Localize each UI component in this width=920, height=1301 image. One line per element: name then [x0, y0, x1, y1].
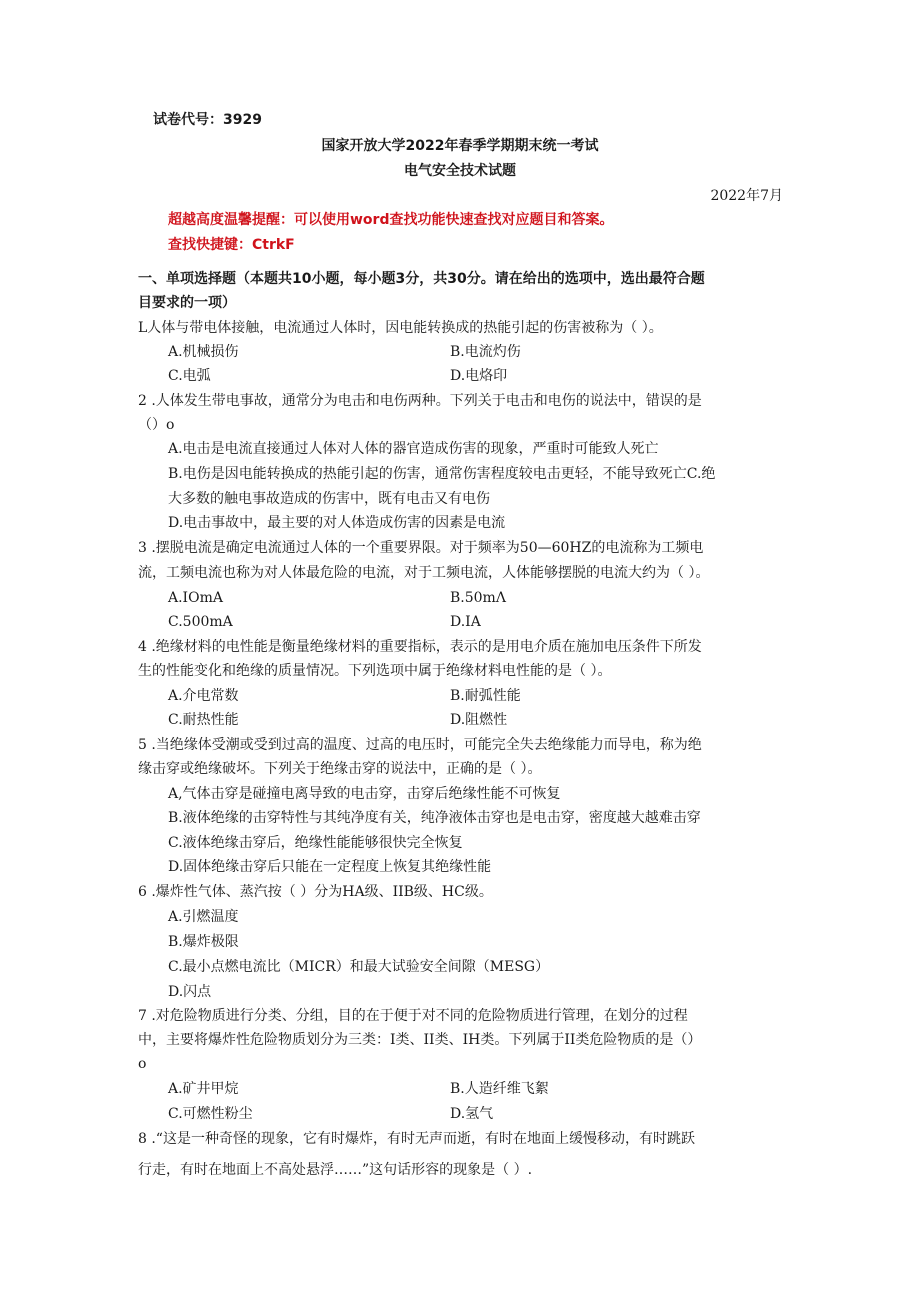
q4-option-a: A.介电常数: [168, 688, 239, 704]
q7-stem-line-2: 中，主要将爆炸性危险物质划分为三类：I类、II类、IH类。下列属于II类危险物质的是（）: [138, 1032, 702, 1048]
q7-option-d: D.氢气: [450, 1106, 494, 1122]
section-heading-line-1: 一、单项选择题（本题共10小题，每小题3分，共30分。请在给出的选项中，选出最符合题: [138, 271, 705, 287]
q4-option-b: B.耐弧性能: [450, 688, 521, 704]
q3-stem-line-2: 流，工频电流也称为对人体最危险的电流，对于工频电流，人体能够摆脱的电流大约为（ ）。: [138, 565, 710, 581]
q3-option-c: C.500mA: [168, 614, 233, 630]
q7-stem-line-1: 7 .对危险物质进行分类、分组，目的在于便于对不同的危险物质进行管理，在划分的过程: [138, 1008, 688, 1024]
q2-option-b-line-1: B.电伤是因电能转换成的热能引起的伤害，通常伤害程度较电击更轻，不能导致死亡C.绝: [168, 466, 716, 482]
section-heading-line-2: 目要求的一项）: [138, 295, 236, 311]
exam-title: 国家开放大学2022年春季学期期末统一考试: [321, 138, 599, 154]
q5-option-d: D.固体绝缘击穿后只能在一定程度上恢复其绝缘性能: [168, 859, 492, 875]
q2-option-d: D.电击事故中，最主要的对人体造成伤害的因素是电流: [168, 515, 506, 531]
q1-option-c: C.电弧: [168, 368, 211, 384]
q1-stem: L人体与带电体接触，电流通过人体时，因电能转换成的热能引起的伤害被称为（ ）。: [138, 320, 663, 336]
q7-option-a: A.矿井甲烷: [168, 1081, 239, 1097]
q6-option-c: C.最小点燃电流比（MICR）和最大试验安全间隙（MESG）: [168, 959, 550, 975]
q6-stem: 6 .爆炸性气体、蒸汽按（ ）分为HA级、IIB级、HC级。: [138, 884, 493, 900]
q6-option-b: B.爆炸极限: [168, 934, 239, 950]
q3-option-a: A.IOmA: [168, 590, 223, 606]
paper-code: 试卷代号：3929: [153, 112, 262, 128]
q5-option-a: A,气体击穿是碰撞电离导致的电击穿，击穿后绝缘性能不可恢复: [168, 786, 561, 802]
notice-line-1: 超越高度温馨提醒：可以使用word查找功能快速查找对应题目和答案。: [168, 212, 614, 228]
q1-option-d: D.电烙印: [450, 368, 508, 384]
q8-stem-line-2: 行走，有时在地面上不高处悬浮……”这句话形容的现象是（ ）.: [138, 1162, 533, 1178]
q5-option-c: C.液体绝缘击穿后，绝缘性能能够很快完全恢复: [168, 835, 463, 851]
q2-option-b-line-2: 大多数的触电事故造成的伤害中，既有电击又有电伤: [168, 491, 490, 507]
q2-stem-line-2: （）o: [138, 417, 175, 433]
q2-stem-line-1: 2 .人体发生带电事故，通常分为电击和电伤两种。下列关于电击和电伤的说法中，错误的是: [138, 393, 702, 409]
q3-option-d: D.IA: [450, 614, 481, 630]
q7-option-c: C.可燃性粉尘: [168, 1106, 253, 1122]
q4-option-d: D.阻燃性: [450, 712, 508, 728]
q5-stem-line-2: 缘击穿或绝缘破坏。下列关于绝缘击穿的说法中，正确的是（ ）。: [138, 761, 542, 777]
q1-option-a: A.机械损伤: [168, 344, 239, 360]
q3-stem-line-1: 3 .摆脱电流是确定电流通过人体的一个重要界限。对于频率为50—60HZ的电流称为工频电: [138, 540, 704, 556]
q5-option-b: B.液体绝缘的击穿特性与其纯净度有关，纯净液体击穿也是电击穿，密度越大越难击穿: [168, 810, 701, 826]
q7-option-b: B.人造纤维飞絮: [450, 1081, 549, 1097]
q4-stem-line-1: 4 .绝缘材料的电性能是衡量绝缘材料的重要指标，表示的是用电介质在施加电压条件下所发: [138, 639, 702, 655]
q1-option-b: B.电流灼伤: [450, 344, 521, 360]
q3-option-b: B.50mΛ: [450, 590, 506, 606]
exam-subtitle: 电气安全技术试题: [404, 163, 516, 179]
q6-option-d: D.闪点: [168, 984, 212, 1000]
q8-stem-line-1: 8 .“这是一种奇怪的现象，它有时爆炸，有时无声而逝，有时在地面上缓慢移动，有时跳跃: [138, 1131, 695, 1147]
q2-option-a: A.电击是电流直接通过人体对人体的器官造成伤害的现象，严重时可能致人死亡: [168, 441, 659, 457]
q4-option-c: C.耐热性能: [168, 712, 239, 728]
q4-stem-line-2: 生的性能变化和绝缘的质量情况。下列选项中属于绝缘材料电性能的是（ ）。: [138, 663, 612, 679]
q5-stem-line-1: 5 .当绝缘体受潮或受到过高的温度、过高的电压时，可能完全失去绝缘能力而导电，称为绝: [138, 737, 702, 753]
q6-option-a: A.引燃温度: [168, 909, 239, 925]
q7-stem-line-3: o: [138, 1056, 147, 1072]
exam-date: 2022年7月: [710, 188, 783, 204]
notice-line-2: 查找快捷键：CtrkF: [168, 237, 295, 253]
